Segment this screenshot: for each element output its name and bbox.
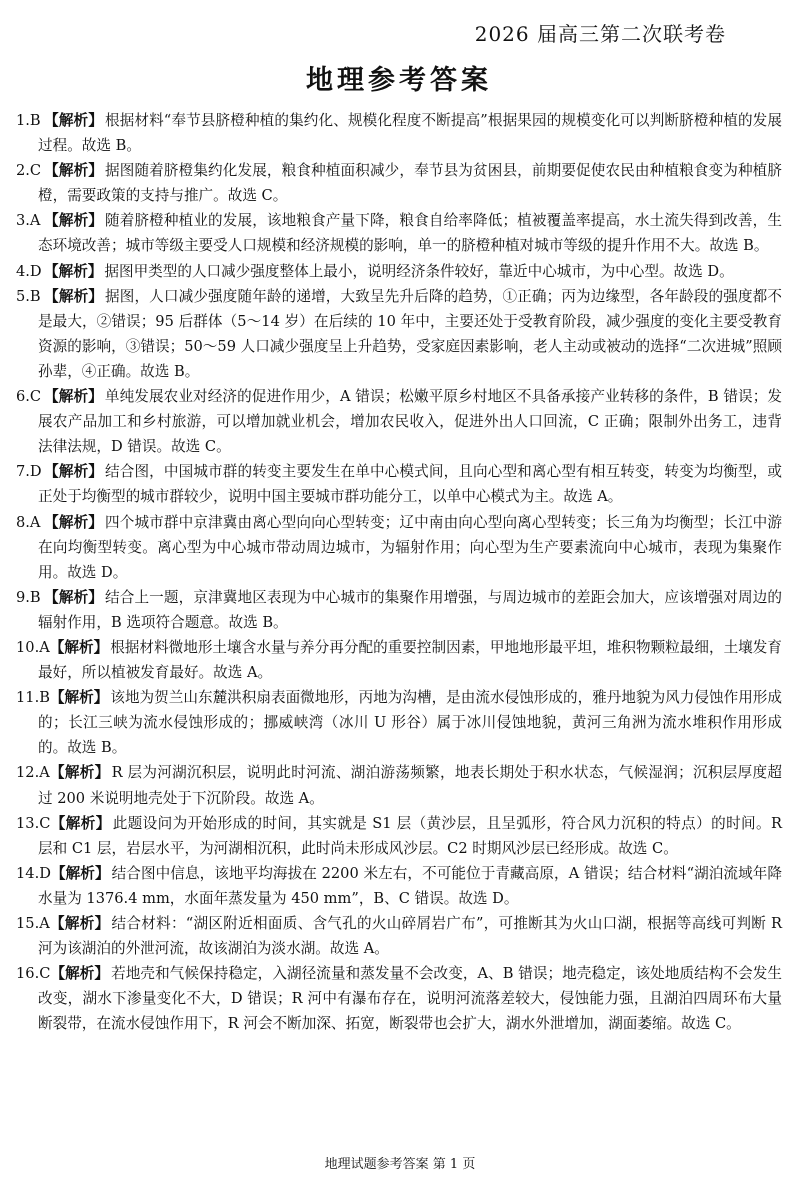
answer-item xyxy=(16,158,782,208)
answer-number: 4.D xyxy=(16,262,42,280)
answer-item xyxy=(16,685,782,760)
analysis-tag: 【解析】 xyxy=(49,638,109,656)
answer-number: 7.D xyxy=(16,463,42,481)
answer-text: 据图，人口减少强度随年龄的递增，大致呈先升后降的趋势，①正确；丙为边缘型，各年龄段的强度都不是最大，②错误；95 后群体（5～14 岁）在后续的 10 年中，主要还处于受教育阶段，减少强度的变化主要受教育资源的影响，③错误；50～59 人口减少强度呈上升趋势，受家庭因素影响，老人主动或被动的选择“二次进城”照顾孙辈，④正确。故选 B。 xyxy=(38,287,782,380)
answer-text: 若地壳和气候保持稳定，入湖径流量和蒸发量不会改变，A、B 错误；地壳稳定，该处地质结构不会发生改变，湖水下渗量变化不大，D 错误；R 河中有瀑布存在，说明河流落差较大，侵蚀能力强，且湖泊四周环布大量断裂带，在流水侵蚀作用下，R 河会不断加深、拓宽，断裂带也会扩大，湖水外泄增加，湖面萎缩。故选 C。 xyxy=(38,965,782,1033)
answer-number: 9.B xyxy=(16,588,41,606)
document-title: 地理参考答案 xyxy=(306,65,492,96)
analysis-tag: 【解析】 xyxy=(49,689,109,707)
answer-number: 13.C xyxy=(16,814,51,832)
answer-text: 此题设问为开始形成的时间，其实就是 S1 层（黄沙层，且呈弧形，符合风力沉积的特点）的时间。R 层和 C1 层，岩层水平，为河湖相沉积，此时尚未形成风沙层。C2 时期风沙层已经形成。故选 C。 xyxy=(38,814,782,857)
analysis-tag: 【解析】 xyxy=(44,212,104,230)
answer-text: 据图随着脐橙集约化发展，粮食种植面积减少，奉节县为贫困县，前期要促使农民由种植粮食变为种植脐橙，需要政策的支持与推广。故选 C。 xyxy=(38,162,782,205)
analysis-tag: 【解析】 xyxy=(50,965,110,983)
analysis-tag: 【解析】 xyxy=(50,864,110,882)
answer-text: 结合图，中国城市群的转变主要发生在单中心模式间，且向心型和离心型有相互转变，转变为均衡型，或正处于均衡型的城市群较少，说明中国主要城市群功能分工，以单中心模式为主。故选 A。 xyxy=(38,463,782,506)
analysis-tag: 【解析】 xyxy=(49,915,110,932)
analysis-tag: 【解析】 xyxy=(44,513,104,531)
answer-text: 据图甲类型的人口减少强度整体上最小，说明经济条件较好，靠近中心城市，为中心型。故选 D。 xyxy=(104,262,734,280)
analysis-tag: 【解析】 xyxy=(44,463,104,481)
answer-item xyxy=(16,510,782,585)
exam-title: 2026 届高三第二次联考卷 xyxy=(474,22,726,46)
answer-number: 16.C xyxy=(16,965,51,983)
answer-number: 12.A xyxy=(16,764,50,782)
analysis-tag: 【解析】 xyxy=(50,814,111,832)
answer-item xyxy=(16,811,782,861)
answer-text: R 层为河湖沉积层，说明此时河流、湖泊游荡频繁，地表长期处于积水状态，气候湿润；沉积层厚度超过 200 米说明地壳处于下沉阶段。故选 A。 xyxy=(38,764,782,807)
answer-number: 1.B xyxy=(16,112,41,129)
answer-number: 10.A xyxy=(16,638,50,656)
answer-item xyxy=(16,861,782,911)
analysis-tag: 【解析】 xyxy=(44,287,104,305)
answer-text: 结合材料：“湖区附近相面质、含气孔的火山碎屑岩广布”，可推断其为火山口湖，根据等高线可判断 R 河为该湖泊的外泄河流，故该湖泊为淡水湖。故选 A。 xyxy=(38,915,782,958)
answer-text: 结合图中信息，该地平均海拔在 2200 米左右，不可能位于青藏高原，A 错误；结合材料“湖泊流域年降水量为 1376.4 mm，水面年蒸发量为 450 mm”，B、C 错误。故选 D。 xyxy=(38,864,782,907)
answer-number: 6.C xyxy=(16,388,42,406)
answer-text: 该地为贺兰山东麓洪积扇表面微地形，丙地为沟槽，是由流水侵蚀形成的，雅丹地貌为风力侵蚀作用形成的；长江三峡为流水侵蚀形成的；挪威峡湾（冰川 U 形谷）属于冰川侵蚀地貌，黄河三角洲为流水堆积作用形成的。故选 B。 xyxy=(38,689,782,757)
answer-text: 根据材料“奉节县脐橙种植的集约化、规模化程度不断提高”根据果园的规模变化可以判断脐橙种植的发展过程。故选 B。 xyxy=(38,112,782,155)
answer-list xyxy=(16,108,782,1036)
answer-item xyxy=(16,760,782,810)
answer-item xyxy=(16,585,782,635)
analysis-tag: 【解析】 xyxy=(44,388,103,406)
answer-item xyxy=(16,384,782,459)
answer-item xyxy=(16,284,782,384)
answer-number: 8.A xyxy=(16,513,41,531)
answer-text: 根据材料微地形土壤含水量与养分再分配的重要控制因素，甲地地形最平坦，堆积物颗粒最细，土壤发育最好，所以植被发育最好。故选 A。 xyxy=(38,638,782,682)
answer-item xyxy=(16,459,782,509)
answer-item xyxy=(16,961,782,1036)
answer-number: 11.B xyxy=(16,689,50,707)
answer-text: 结合上一题，京津冀地区表现为中心城市的集聚作用增强，与周边城市的差距会加大，应该增强对周边的辐射作用，B 选项符合题意。故选 B。 xyxy=(38,588,782,631)
answer-item xyxy=(16,108,782,158)
answer-item xyxy=(16,635,782,685)
answer-number: 3.A xyxy=(16,212,41,230)
answer-item xyxy=(16,911,782,961)
page-footer: 地理试题参考答案 第 1 页 xyxy=(324,1157,476,1172)
answer-number: 14.D xyxy=(16,864,51,882)
analysis-tag: 【解析】 xyxy=(44,162,104,180)
answer-item xyxy=(16,208,782,258)
analysis-tag: 【解析】 xyxy=(44,262,103,280)
answer-text: 四个城市群中京津冀由离心型向向心型转变；辽中南由向心型向离心型转变；长三角为均衡型；长江中游在向均衡型转变。离心型为中心城市带动周边城市，为辐射作用；向心型为生产要素流向中心城市，表现为集聚作用。故选 D。 xyxy=(38,513,782,581)
answer-number: 15.A xyxy=(16,915,50,932)
answer-text: 单纯发展农业对经济的促进作用少，A 错误；松嫩平原乡村地区不具备承接产业转移的条件，B 错误；发展农产品加工和乡村旅游，可以增加就业机会，增加农民收入，促进外出人口回流，C 正确；限制外出务工，违背法律法规，D 错误。故选 C。 xyxy=(38,388,782,456)
answer-number: 2.C xyxy=(16,162,42,180)
analysis-tag: 【解析】 xyxy=(44,112,103,129)
analysis-tag: 【解析】 xyxy=(44,588,104,606)
answer-text: 随着脐橙种植业的发展，该地粮食产量下降，粮食自给率降低；植被覆盖率提高，水土流失得到改善，生态环境改善；城市等级主要受人口规模和经济规模的影响，单一的脐橙种植对城市等级的提升作用不大。故选 B。 xyxy=(38,212,782,255)
analysis-tag: 【解析】 xyxy=(49,764,110,782)
answer-item xyxy=(16,259,782,284)
answer-number: 5.B xyxy=(16,287,41,305)
